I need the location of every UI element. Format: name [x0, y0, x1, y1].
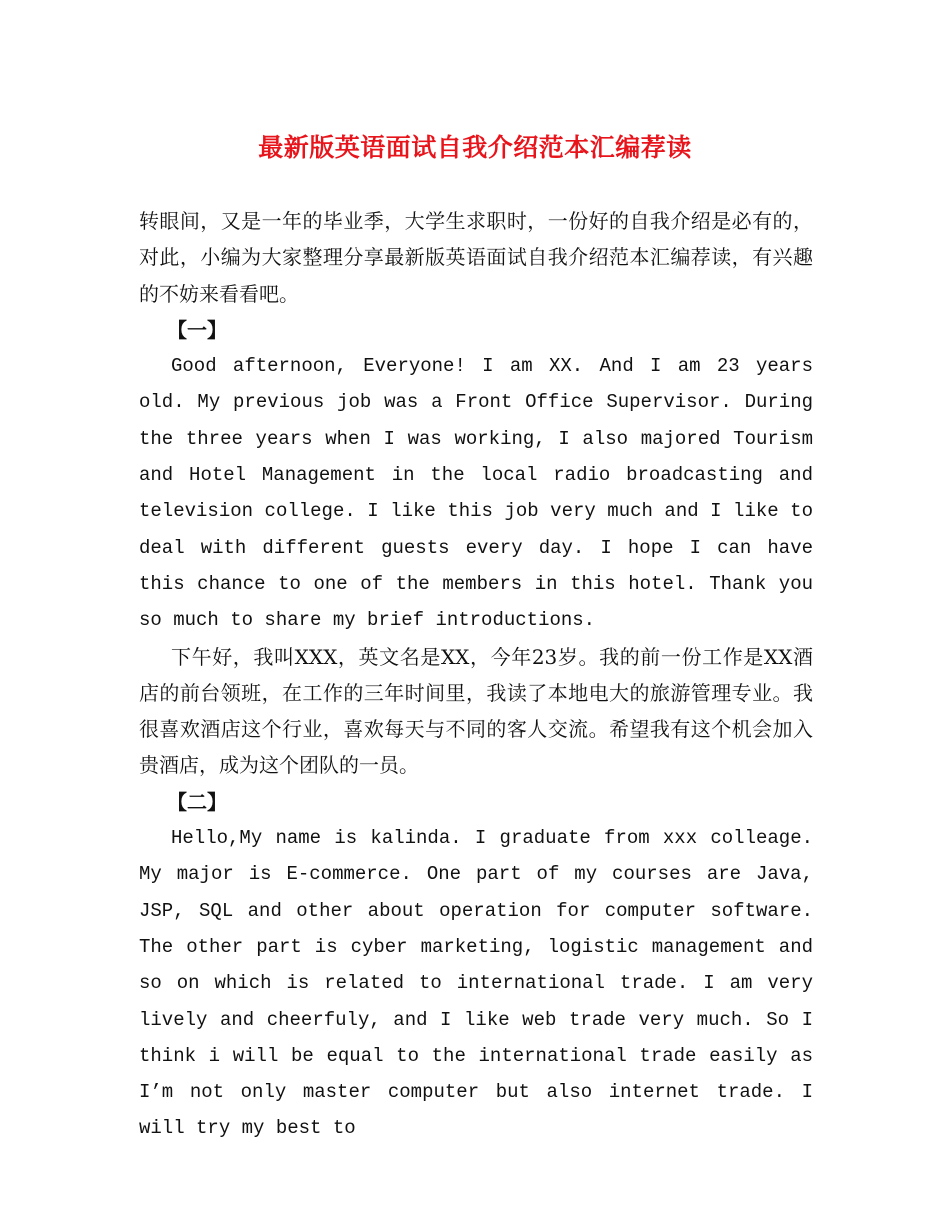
section-2-english-paragraph: Hello,My name is kalinda. I graduate from xxx colleage. My major is E-commerce. One part of my courses are Java, JSP, SQL and other about operation for computer software. The other part is cyber marketing, logistic management and so on which is related to international trade. I am very lively and cheerfuly, and I like web trade very much. So I think i will be equal to the international trade easily as I’m not only master computer but also internet trade. I will try my best to	[139, 827, 813, 1140]
section-marker-2: 【二】	[167, 789, 227, 814]
intro-paragraph: 转眼间，又是一年的毕业季，大学生求职时，一份好的自我介绍是必有的，对此，小编为大家整理分享最新版英语面试自我介绍范本汇编荐读，有兴趣的不妨来看看吧。	[139, 209, 813, 306]
document-body	[139, 203, 813, 1147]
document-title: 最新版英语面试自我介绍范本汇编荐读	[258, 133, 692, 162]
section-1-chinese-paragraph: 下午好，我叫XXX，英文名是XX，今年23岁。我的前一份工作是XX酒店的前台领班，在工作的三年时间里，我读了本地电大的旅游管理专业。我很喜欢酒店这个行业，喜欢每天与不同的客人交流。希望我有这个机会加入贵酒店，成为这个团队的一员。	[139, 644, 813, 778]
section-marker-1: 【一】	[167, 317, 227, 342]
section-1-english-paragraph: Good afternoon, Everyone! I am XX. And I am 23 years old. My previous job was a Front Office Supervisor. During the three years when I was working, I also majored Tourism and Hotel Management in the local radio broadcasting and television college. I like this job very much and I like to deal with different guests every day. I hope I can have this chance to one of the members in this hotel. Thank you so much to share my brief introductions.	[139, 355, 813, 632]
